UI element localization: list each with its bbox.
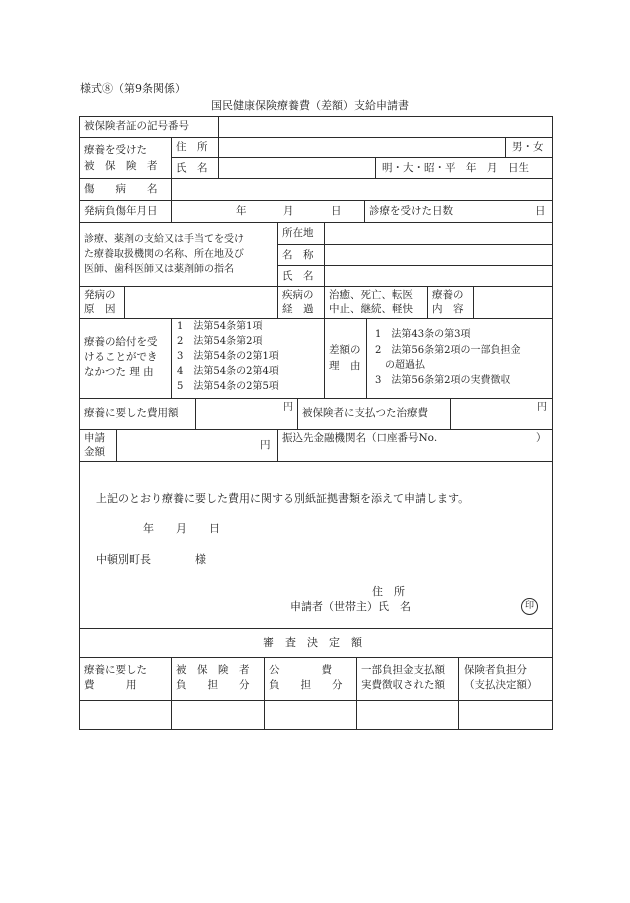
injury-field[interactable] [172, 179, 551, 200]
reason-label-3: なかつた 理 由 [84, 366, 154, 378]
seal-text: 印 [524, 601, 534, 611]
diff-item[interactable]: 3 法第56条第2項の実費徴収 [375, 375, 511, 386]
declaration-date[interactable]: 年 月 日 [143, 522, 220, 535]
form-title: 国民健康保険療養費（差額）支給申請書 [211, 99, 409, 112]
reason-item[interactable]: 4 法第54条の2第4項 [177, 366, 279, 377]
review-col-2-line-1: 被 保 険 者 [176, 664, 250, 676]
location-field[interactable] [325, 223, 551, 244]
name-label: 氏 名 [176, 162, 208, 174]
applicant-name-label: 申請者（世帯主）氏 名 [290, 600, 411, 613]
cause-label-1: 発病の [84, 289, 116, 301]
review-col-2-line-2: 負 担 分 [176, 679, 250, 691]
applicant-address-label: 住 所 [372, 585, 405, 598]
course-label-2: 経 過 [282, 303, 314, 315]
name-field[interactable] [219, 158, 374, 178]
cause-label-2: 原 因 [84, 303, 116, 315]
address-field[interactable] [219, 138, 504, 157]
total-cost-field[interactable] [196, 399, 296, 429]
bank-label: 振込先金融機関名（口座番号No. [282, 432, 438, 444]
patient-label-2: 被 保 険 者 [84, 160, 158, 172]
review-cell-3[interactable] [265, 701, 355, 729]
treatment-days-unit: 日 [535, 205, 546, 217]
claim-amount-field[interactable] [117, 430, 276, 461]
paid-cost-yen: 円 [537, 402, 547, 413]
practitioner-label: 氏 名 [282, 270, 314, 282]
review-col-3-line-2: 負 担 分 [269, 679, 343, 691]
course-label-1: 疾病の [282, 289, 314, 301]
review-cell-2[interactable] [172, 701, 263, 729]
diff-label-2: 理 由 [329, 360, 361, 372]
diff-item[interactable]: 2 法第56条第2項の一部負担金 [375, 345, 521, 356]
review-col-3-line-1: 公 費 [269, 664, 332, 676]
seal-icon [521, 598, 538, 615]
review-cell-5[interactable] [459, 701, 551, 729]
review-col-4-line-1: 一部負担金支払額 [361, 664, 445, 676]
course-options-2[interactable]: 中止、継続、軽快 [329, 303, 413, 315]
facility-name-label: 名 称 [282, 249, 314, 261]
mayor-address: 中頓別町長 様 [96, 553, 206, 566]
cause-field[interactable] [125, 287, 277, 318]
onset-label: 発病負傷年月日 [84, 205, 158, 217]
claim-label-2: 金額 [84, 446, 105, 458]
content-field[interactable] [474, 287, 551, 318]
address-label: 住 所 [176, 141, 208, 153]
content-label-1: 療養の [432, 289, 464, 301]
patient-label-1: 療養を受けた [84, 144, 147, 156]
onset-day: 日 [331, 205, 342, 217]
review-title: 審 査 決 定 額 [263, 636, 362, 649]
institution-desc-1: 診療、薬剤の支給又は手当てを受け [84, 234, 244, 245]
insured-card-label: 被保険者証の記号番号 [84, 120, 189, 132]
reason-label-2: けることができ [84, 351, 158, 363]
institution-desc-2: た療養取扱機関の名称、所在地及び [84, 249, 244, 260]
reason-item[interactable]: 5 法第54条の2第5項 [177, 381, 279, 392]
practitioner-field[interactable] [325, 266, 551, 286]
review-col-1-line-2: 費 用 [84, 679, 137, 691]
diff-item: の超過払 [375, 360, 425, 371]
claim-yen: 円 [260, 439, 271, 451]
total-cost-yen: 円 [283, 402, 293, 413]
diff-label-1: 差額の [329, 344, 361, 356]
reason-label-1: 療養の給付を受 [84, 336, 158, 348]
reason-item[interactable]: 3 法第54条の2第1項 [177, 351, 279, 362]
review-cell-4[interactable] [357, 701, 457, 729]
sex-option[interactable]: 男・女 [512, 141, 544, 153]
review-col-1-line-1: 療養に要した [84, 664, 147, 676]
review-col-5-line-2: （支払決定額） [464, 679, 538, 691]
onset-year: 年 [236, 205, 247, 217]
total-cost-label: 療養に要した費用額 [84, 407, 179, 419]
reason-item[interactable]: 2 法第54条第2項 [177, 336, 263, 347]
facility-name-field[interactable] [325, 245, 551, 265]
birth-date: 明・大・昭・平 年 月 日生 [382, 162, 529, 174]
treatment-days-label: 診療を受けた日数 [369, 205, 453, 217]
diff-item[interactable]: 1 法第43条の第3項 [375, 329, 471, 340]
declaration-text: 上記のとおり療養に要した費用に関する別紙証拠書類を添えて申請します。 [96, 492, 470, 505]
paid-cost-field[interactable] [451, 399, 551, 429]
review-col-4-line-2: 実費徴収された額 [361, 679, 445, 691]
review-col-5-line-1: 保険者負担分 [464, 664, 527, 676]
course-options-1[interactable]: 治癒、死亡、転医 [329, 289, 413, 301]
insured-card-field[interactable] [219, 117, 551, 137]
location-label: 所在地 [282, 227, 314, 239]
content-label-2: 内 容 [432, 303, 464, 315]
paid-cost-label: 被保険者に支払つた治療費 [302, 407, 428, 419]
onset-month: 月 [283, 205, 294, 217]
form-number: 様式⑧（第9条関係） [80, 82, 186, 95]
review-cell-1[interactable] [80, 701, 170, 729]
institution-desc-3: 医師、歯科医師又は薬剤師の指名 [84, 264, 234, 275]
reason-item[interactable]: 1 法第54条第1項 [177, 321, 263, 332]
injury-label: 傷 病 名 [84, 183, 158, 195]
claim-label-1: 申請 [84, 432, 105, 444]
bank-close: ） [536, 432, 547, 444]
